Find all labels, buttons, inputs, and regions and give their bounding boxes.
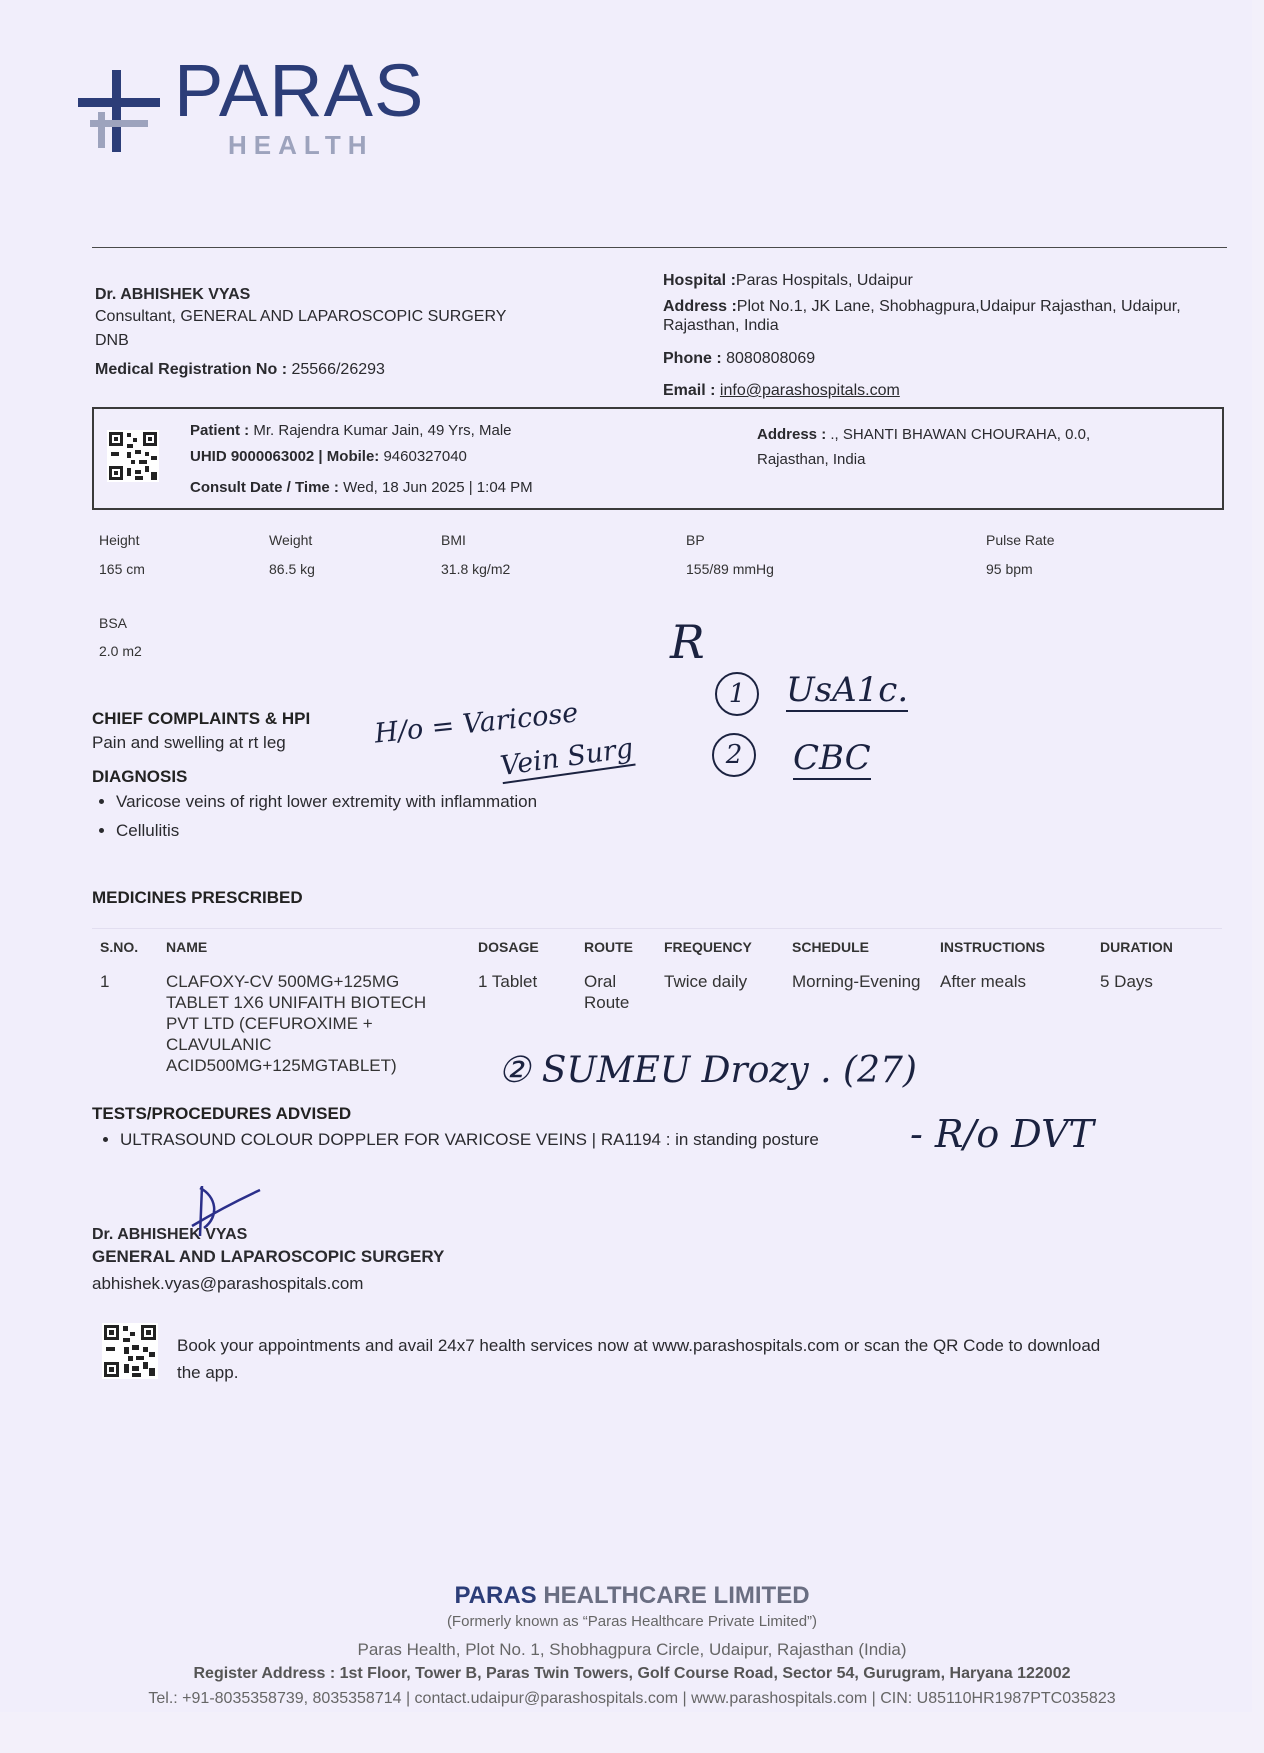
- handwritten-rx-2-num: 2: [712, 733, 756, 777]
- col-sno: S.NO.: [92, 929, 158, 964]
- hospital-address: [663, 297, 1223, 335]
- hospital-value: Paras Hospitals, Udaipur: [735, 272, 913, 289]
- cell-schedule: Morning-Evening: [792, 972, 921, 991]
- footer-formerly: (Formerly known as “Paras Healthcare Private Limited”): [446, 1613, 818, 1630]
- patient-address-line1: ., SHANTI BHAWAN CHOURAHA, 0.0,: [830, 426, 1091, 443]
- consult-label: Consult Date / Time :: [190, 479, 339, 496]
- hospital-address-line1: Plot No.1, JK Lane, Shobhagpura,Udaipur Rajasthan, Udaipur,: [736, 298, 1181, 315]
- vital-weight-label: Weight: [269, 532, 313, 548]
- uhid-label: UHID 9000063002 | Mobile:: [190, 448, 380, 465]
- col-name: NAME: [158, 929, 470, 964]
- handwritten-hpi-note-1: H/o = Varicose: [372, 697, 580, 750]
- vital-bsa-value: 2.0 m2: [99, 643, 142, 659]
- patient-info: [190, 422, 512, 439]
- handwritten-rx-2: CBC: [793, 738, 871, 778]
- doctor-registration: [95, 361, 385, 379]
- diagnosis-heading: DIAGNOSIS: [92, 767, 188, 786]
- complaints-text: Pain and swelling at rt leg: [92, 733, 286, 752]
- signature-department: GENERAL AND LAPAROSCOPIC SURGERY: [92, 1247, 445, 1266]
- cell-dosage: 1 Tablet: [478, 972, 538, 991]
- hospital-label: Hospital :: [663, 272, 736, 289]
- hospital-email: [663, 382, 900, 400]
- cell-instructions: After meals: [940, 972, 1026, 991]
- col-duration: DURATION: [1092, 929, 1222, 964]
- vital-height-value: 165 cm: [99, 561, 145, 577]
- mobile-value: 9460327040: [383, 448, 467, 465]
- app-qr-code-icon: [102, 1323, 158, 1379]
- cell-frequency: Twice daily: [664, 972, 748, 991]
- col-dosage: DOSAGE: [470, 929, 576, 964]
- col-frequency: FREQUENCY: [656, 929, 784, 964]
- hospital-address-line2: Rajasthan, India: [663, 317, 779, 334]
- header-divider: [92, 247, 1227, 248]
- cell-route: Oral Route: [584, 972, 630, 1012]
- col-schedule: SCHEDULE: [784, 929, 932, 964]
- vital-bmi-value: 31.8 kg/m2: [441, 561, 511, 577]
- col-instructions: INSTRUCTIONS: [932, 929, 1092, 964]
- handwritten-rx-1-num: 1: [715, 672, 759, 716]
- doctor-degree: DNB: [95, 332, 129, 349]
- signature-doctor-name: Dr. ABHISHEK VYAS: [92, 1226, 248, 1243]
- vital-bsa-label: BSA: [99, 615, 128, 631]
- complaints-heading: CHIEF COMPLAINTS & HPI: [92, 709, 311, 728]
- diagnosis-list: [72, 787, 537, 845]
- vital-bmi-label: BMI: [441, 532, 466, 548]
- reg-label: Medical Registration No :: [95, 361, 288, 378]
- footer-contact: Tel.: +91-8035358739, 8035358714 | contact.udaipur@parashospitals.com | www.parashospitals.com | CIN: U85110HR1987PTC035823: [148, 1690, 1116, 1707]
- brand-name: PARAS: [174, 49, 425, 132]
- app-promo-text: [177, 1332, 1217, 1386]
- hospital-phone: [663, 350, 815, 368]
- patient-qr-code-icon: [107, 430, 159, 482]
- email-link[interactable]: info@parashospitals.com: [719, 382, 900, 399]
- handwritten-hpi-note-2: Vein Surg: [498, 732, 636, 783]
- handwritten-med-note: ② SUMEU Drozy . (27): [498, 1050, 917, 1091]
- patient-address: [757, 422, 1090, 472]
- tests-list: [76, 1130, 819, 1150]
- handwritten-rx-symbol: R: [670, 615, 705, 669]
- patient-label: Patient :: [190, 422, 250, 439]
- consult-datetime: [190, 479, 533, 496]
- vital-weight-value: 86.5 kg: [269, 561, 315, 577]
- vital-pulse-label: Pulse Rate: [986, 532, 1055, 548]
- diagnosis-item: • Cellulitis: [116, 816, 537, 845]
- phone-value: 8080808069: [726, 350, 816, 367]
- patient-address-line2: Rajasthan, India: [757, 451, 866, 468]
- medicines-heading: MEDICINES PRESCRIBED: [92, 888, 303, 907]
- diagnosis-item: • Varicose veins of right lower extremity with inflammation: [116, 787, 537, 816]
- cell-sno: 1: [100, 972, 110, 991]
- brand-sub: HEALTH: [228, 130, 374, 160]
- paras-cross-logo-icon: [76, 68, 162, 154]
- footer-company-b: HEALTHCARE LIMITED: [543, 1582, 810, 1609]
- footer-register: Register Address : 1st Floor, Tower B, Paras Twin Towers, Golf Course Road, Sector 54, Gurugram, Haryana 122002: [193, 1665, 1071, 1682]
- vital-height-label: Height: [99, 532, 140, 548]
- app-promo-line2: the app.: [177, 1363, 239, 1382]
- cell-duration: 5 Days: [1100, 972, 1153, 991]
- email-label: Email :: [663, 382, 716, 399]
- col-route: ROUTE: [576, 929, 656, 964]
- signature-email: abhishek.vyas@parashospitals.com: [92, 1274, 364, 1293]
- patient-uhid: [190, 448, 467, 465]
- handwritten-rx-1: UsA1c.: [786, 670, 909, 710]
- app-promo-line1: Book your appointments and avail 24x7 health services now at www.parashospitals.com or scan the QR Code to download: [177, 1336, 1101, 1355]
- cell-name: CLAFOXY-CV 500MG+125MG TABLET 1X6 UNIFAITH BIOTECH PVT LTD (CEFUROXIME + CLAVULANIC ACID500MG+125MGTABLET): [166, 972, 427, 1075]
- patient-value: Mr. Rajendra Kumar Jain, 49 Yrs, Male: [253, 422, 512, 439]
- doctor-name: Dr. ABHISHEK VYAS: [95, 286, 251, 303]
- footer-address: Paras Health, Plot No. 1, Shobhagpura Circle, Udaipur, Rajasthan (India): [357, 1640, 907, 1659]
- footer-company-a: PARAS: [454, 1582, 537, 1609]
- patient-address-label: Address :: [757, 426, 827, 443]
- phone-label: Phone :: [663, 350, 722, 367]
- footer-company: [0, 1582, 1264, 1610]
- hospital-address-label: Address :: [663, 298, 737, 315]
- test-item: • ULTRASOUND COLOUR DOPPLER FOR VARICOSE VEINS | RA1194 : in standing posture: [120, 1130, 819, 1150]
- consult-value: Wed, 18 Jun 2025 | 1:04 PM: [343, 479, 533, 496]
- hospital-name: [663, 272, 913, 290]
- medicines-header-row: [92, 929, 1222, 964]
- vital-bp-label: BP: [686, 532, 705, 548]
- tests-heading: TESTS/PROCEDURES ADVISED: [92, 1104, 352, 1123]
- vital-bp-value: 155/89 mmHg: [686, 561, 774, 577]
- handwritten-test-note: - R/o DVT: [910, 1112, 1094, 1156]
- reg-value: 25566/26293: [291, 361, 385, 378]
- doctor-title: Consultant, GENERAL AND LAPAROSCOPIC SURGERY: [95, 308, 507, 325]
- vital-pulse-value: 95 bpm: [986, 561, 1033, 577]
